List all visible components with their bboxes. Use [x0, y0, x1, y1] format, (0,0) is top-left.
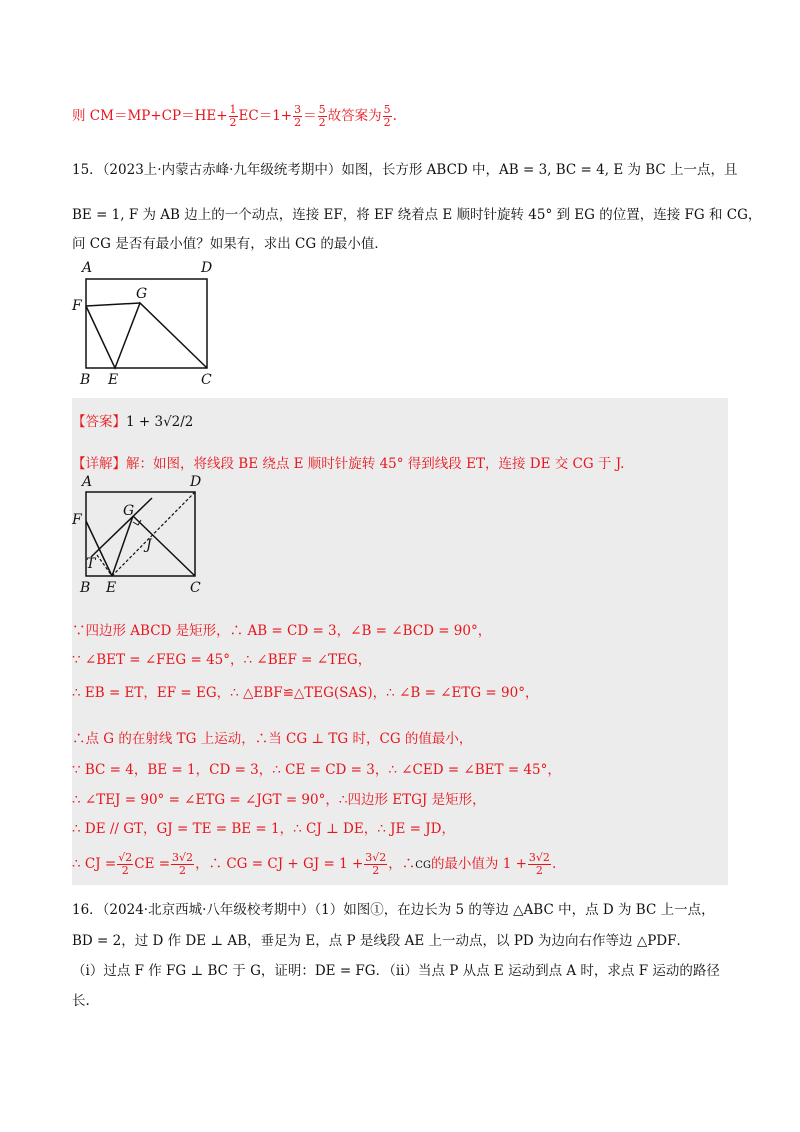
text-seg: EC＝1+ [238, 108, 293, 124]
text-seg: ∴ CJ = [72, 856, 117, 872]
text-seg: 故答案为 [327, 108, 382, 124]
detail-intro: 解：如图，将线段 BE 绕点 E 顺时针旋转 45° 得到线段 ET，连接 DE 交 CG 于 J. [126, 456, 625, 472]
answer-value: 1 + 3√2/2 [126, 414, 194, 430]
label-T: T [86, 556, 96, 572]
step-3: ∴ EB = ET，EF = EG，∴ △EBF≌△TEG(SAS)，∴ ∠B = ∠ETG = 90°， [72, 685, 539, 701]
label-G: G [123, 503, 135, 519]
step-6: ∴ ∠TEJ = 90° = ∠ETG = ∠JGT = 90°，∴四边形 ETGJ 是矩形， [72, 792, 486, 808]
text-seg: 则 CM＝MP+CP＝HE+ [72, 108, 228, 124]
text-seg: 的最小值为 1 + [430, 856, 527, 872]
label-C: C [201, 372, 212, 388]
label-A: A [82, 474, 93, 490]
num: 3√2 [528, 851, 550, 864]
fraction [117, 852, 133, 877]
label-C: C [190, 580, 201, 596]
label-F: F [72, 298, 82, 314]
q15-line-2: BE = 1, F 为 AB 边上的一个动点，连接 EF，将 EF 绕着点 E 顺时针旋转 45° 到 EG 的位置，连接 FG 和 CG， [72, 207, 762, 223]
den: 2 [294, 116, 302, 129]
num: 5 [383, 103, 391, 116]
fraction [171, 852, 194, 877]
den: 2 [383, 116, 391, 129]
label-E: E [106, 580, 117, 596]
text-seg: ，∴ [388, 856, 416, 872]
q16-line-2: BD = 2，过 D 作 DE ⊥ AB，垂足为 E，点 P 是线段 AE 上一动点，以 PD 为边向右作等边 △PDF． [72, 933, 690, 949]
label-B: B [80, 372, 91, 388]
fraction [364, 852, 387, 877]
den: 2 [229, 116, 237, 129]
q16-line-3: （i）过点 F 作 FG ⊥ BC 于 G，证明：DE = FG．（ii）当点 P 从点 E 运动到点 A 时，求点 F 运动的路径 [72, 963, 720, 979]
label-G: G [136, 286, 148, 302]
q15-line-1: 15．（2023上·内蒙古赤峰·九年级统考期中）如图，长方形 ABCD 中，AB = 3, BC = 4, E 为 BC 上一点，且 [72, 162, 738, 178]
text-seg: . [392, 108, 397, 124]
q15-line-3: 问 CG 是否有最小值？如果有，求出 CG 的最小值． [72, 236, 388, 252]
num: 3√2 [172, 851, 194, 864]
step-1: ∵四边形 ABCD 是矩形，∴ AB = CD = 3，∠B = ∠BCD = 90°， [72, 623, 492, 639]
q16-line-4: 长. [72, 993, 90, 1009]
den: 2 [121, 864, 129, 877]
text-seg: ＝ [303, 108, 317, 124]
label-A: A [82, 260, 93, 276]
step-5: ∵ BC = 4，BE = 1，CD = 3，∴ CE = CD = 3，∴ ∠CED = ∠BET = 45°， [72, 762, 561, 778]
label-B: B [80, 580, 91, 596]
num: 1 [229, 103, 237, 116]
q16-line-1: 16．（2024·北京西城·八年级校考期中）（1）如图①，在边长为 5 的等边 △ABC 中，点 D 为 BC 上一点， [72, 902, 715, 918]
label-D: D [201, 260, 213, 276]
label-J: J [146, 537, 152, 553]
num: √2 [118, 851, 133, 864]
step-7: ∴ DE // GT，GJ = TE = BE = 1，∴ CJ ⊥ DE，∴ JE = JD， [72, 821, 455, 837]
num: 5 [318, 103, 326, 116]
fraction [528, 852, 551, 877]
num: 3√2 [365, 851, 387, 864]
step-4: ∴点 G 的在射线 TG 上运动，∴当 CG ⊥ TG 时，CG 的值最小， [72, 731, 473, 747]
den: 2 [535, 864, 543, 877]
label-E: E [108, 372, 119, 388]
text-seg: CE = [134, 856, 171, 872]
step-2: ∵ ∠BET = ∠FEG = 45°，∴ ∠BEF = ∠TEG， [72, 652, 372, 668]
text-seg: . [551, 856, 557, 872]
text-seg: CG [415, 860, 431, 871]
text-seg: ，∴ CG = CJ + GJ = 1 + [195, 856, 364, 872]
num: 3 [294, 103, 302, 116]
den: 2 [372, 864, 380, 877]
label-D: D [190, 474, 202, 490]
detail-tag: 【详解】 [72, 456, 126, 472]
den: 2 [179, 864, 187, 877]
step-8 [72, 852, 556, 877]
den: 2 [318, 116, 326, 129]
label-F: F [72, 512, 82, 528]
answer-tag: 【答案】 [72, 414, 126, 430]
